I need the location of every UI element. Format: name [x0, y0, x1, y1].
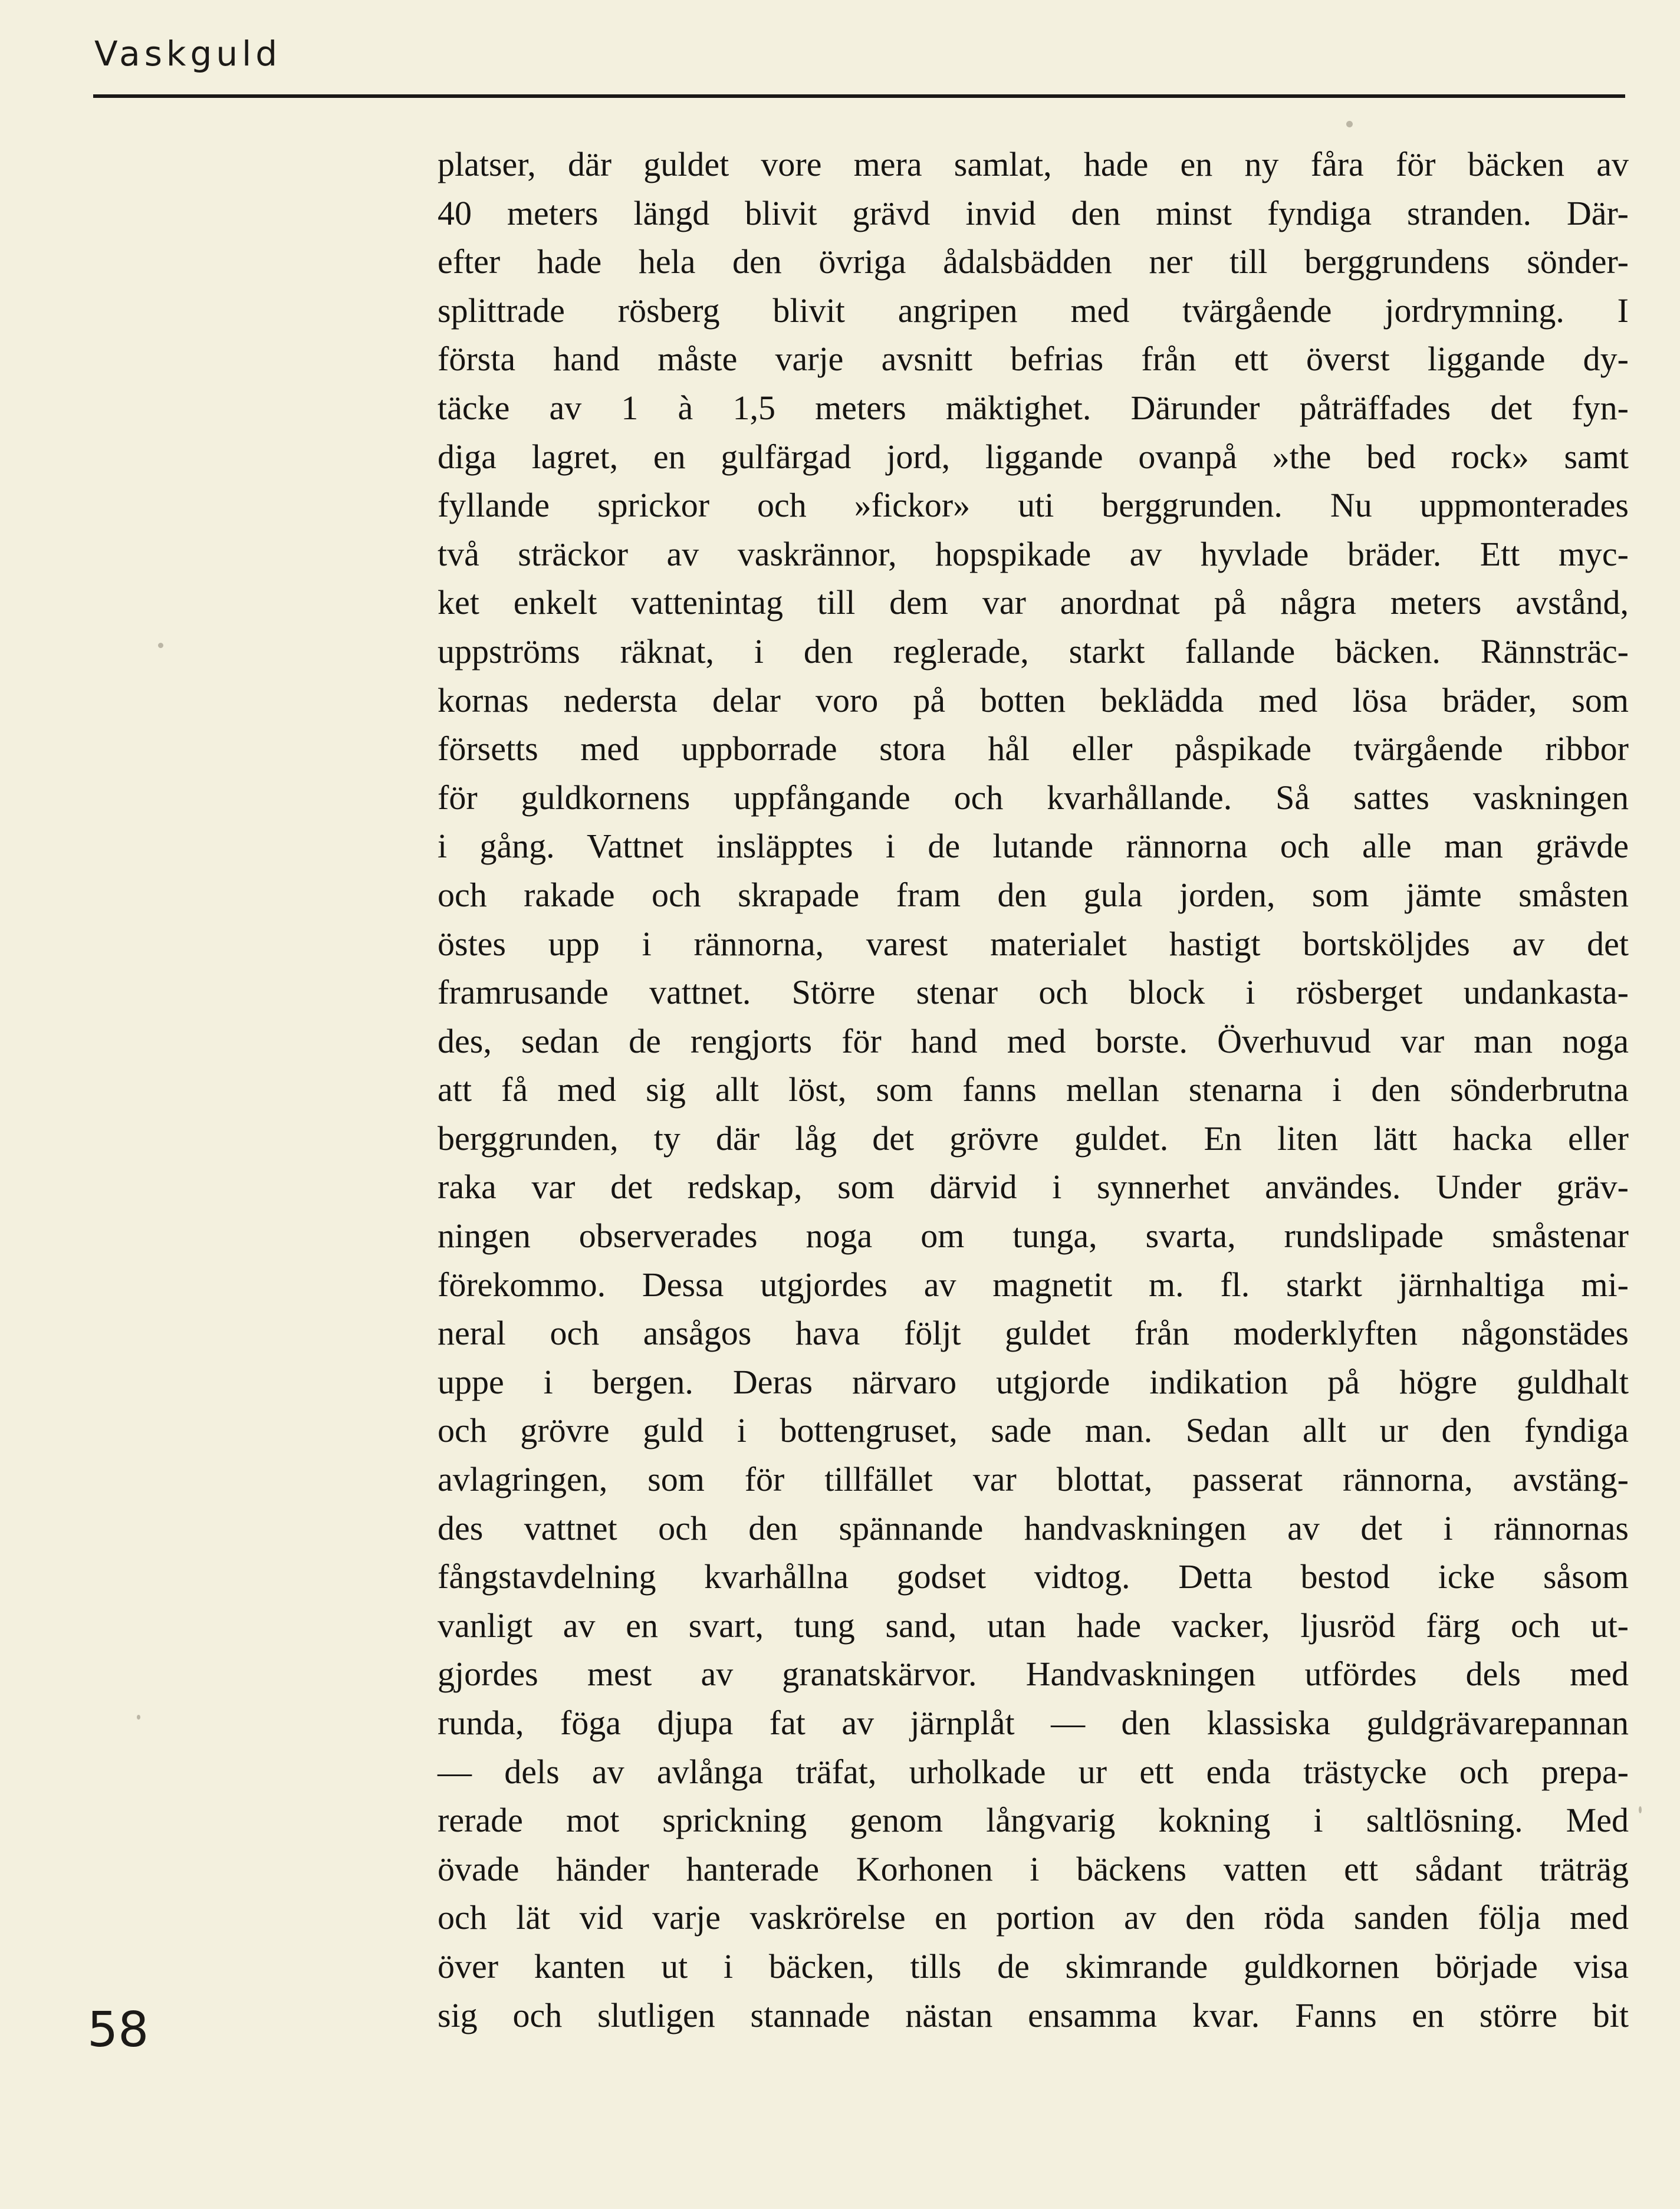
text-line: i gång. Vattnet insläpptes i de lutande rännorna och alle man grävde — [438, 827, 1629, 866]
text-line: förekommo. Dessa utgjordes av magnetit m. fl. starkt järnhaltiga mi- — [438, 1265, 1629, 1304]
paper-speck — [158, 643, 163, 648]
text-line: des vattnet och den spännande handvaskningen av det i rännornas — [438, 1508, 1629, 1547]
text-line: runda, föga djupa fat av järnplåt — den klassiska guldgrävarepannan — [438, 1704, 1629, 1742]
text-line: vanligt av en svart, tung sand, utan hade vacker, ljusröd färg och ut- — [438, 1606, 1629, 1645]
text-line: över kanten ut i bäcken, tills de skimrande guldkornen började visa — [438, 1947, 1629, 1986]
text-line: övade händer hanterade Korhonen i bäckens vatten ett sådant träträg — [438, 1849, 1629, 1888]
text-line: täcke av 1 à 1,5 meters mäktighet. Därunder påträffades det fyn- — [438, 388, 1629, 427]
body-text — [438, 140, 1629, 2040]
text-line: försetts med uppborrade stora hål eller påspikade tvärgående ribbor — [438, 729, 1629, 768]
text-line: fångstavdelning kvarhållna godset vidtog. Detta bestod icke såsom — [438, 1557, 1629, 1596]
text-line: diga lagret, en gulfärgad jord, liggande ovanpå »the bed rock» samt — [438, 437, 1629, 476]
text-line: efter hade hela den övriga ådalsbädden ner till berggrundens sönder- — [438, 242, 1629, 281]
text-line: platser, där guldet vore mera samlat, hade en ny fåra för bäcken av — [438, 145, 1629, 183]
text-line: splittrade rösberg blivit angripen med tvärgående jordrymning. I — [438, 291, 1629, 330]
text-line: och lät vid varje vaskrörelse en portion av den röda sanden följa med — [438, 1898, 1629, 1937]
text-line: och rakade och skrapade fram den gula jorden, som jämte småsten — [438, 875, 1629, 914]
text-line: raka var det redskap, som därvid i synnerhet användes. Under gräv- — [438, 1168, 1629, 1207]
text-line: uppströms räknat, i den reglerade, starkt fallande bäcken. Rännsträc- — [438, 632, 1629, 670]
text-line: sig och slutligen stannade nästan ensamma kvar. Fanns en större bit — [438, 1996, 1629, 2034]
text-line: för guldkornens uppfångande och kvarhållande. Så sattes vaskningen — [438, 778, 1629, 817]
text-line: 40 meters längd blivit grävd invid den minst fyndiga stranden. Där- — [438, 193, 1629, 232]
text-line: fyllande sprickor och »fickor» uti berggrunden. Nu uppmonterades — [438, 486, 1629, 525]
text-line: berggrunden, ty där låg det grövre guldet. En liten lätt hacka eller — [438, 1119, 1629, 1158]
text-line: två sträckor av vaskrännor, hopspikade av hyvlade bräder. Ett myc- — [438, 534, 1629, 573]
paper-speck — [1346, 121, 1353, 127]
text-line: framrusande vattnet. Större stenar och block i rösberget undankasta- — [438, 973, 1629, 1012]
text-line: ningen observerades noga om tunga, svarta, rundslipade småstenar — [438, 1217, 1629, 1255]
text-line: östes upp i rännorna, varest materialet hastigt bortsköljdes av det — [438, 924, 1629, 963]
text-line: avlagringen, som för tillfället var blottat, passerat rännorna, avstäng- — [438, 1460, 1629, 1499]
paper-speck — [1639, 1806, 1642, 1813]
text-line: ket enkelt vattenintag till dem var anordnat på några meters avstånd, — [438, 583, 1629, 622]
text-line: gjordes mest av granatskärvor. Handvaskningen utfördes dels med — [438, 1655, 1629, 1694]
paper-speck — [137, 1715, 140, 1720]
running-head: Vaskguld — [94, 34, 282, 74]
text-line: första hand måste varje avsnitt befrias från ett överst liggande dy- — [438, 340, 1629, 379]
text-line: att få med sig allt löst, som fanns mellan stenarna i den sönderbrutna — [438, 1070, 1629, 1109]
header-rule — [93, 94, 1625, 98]
text-line: neral och ansågos hava följt guldet från moderklyften någonstädes — [438, 1314, 1629, 1353]
text-line: och grövre guld i bottengruset, sade man. Sedan allt ur den fyndiga — [438, 1411, 1629, 1450]
text-line: — dels av avlånga träfat, urholkade ur ett enda trästycke och prepa- — [438, 1752, 1629, 1791]
text-line: des, sedan de rengjorts för hand med borste. Överhuvud var man noga — [438, 1021, 1629, 1060]
text-line: kornas nedersta delar voro på botten beklädda med lösa bräder, som — [438, 681, 1629, 719]
page-number: 58 — [87, 2002, 149, 2058]
text-line: uppe i bergen. Deras närvaro utgjorde indikation på högre guldhalt — [438, 1362, 1629, 1401]
text-line: rerade mot sprickning genom långvarig kokning i saltlösning. Med — [438, 1801, 1629, 1840]
